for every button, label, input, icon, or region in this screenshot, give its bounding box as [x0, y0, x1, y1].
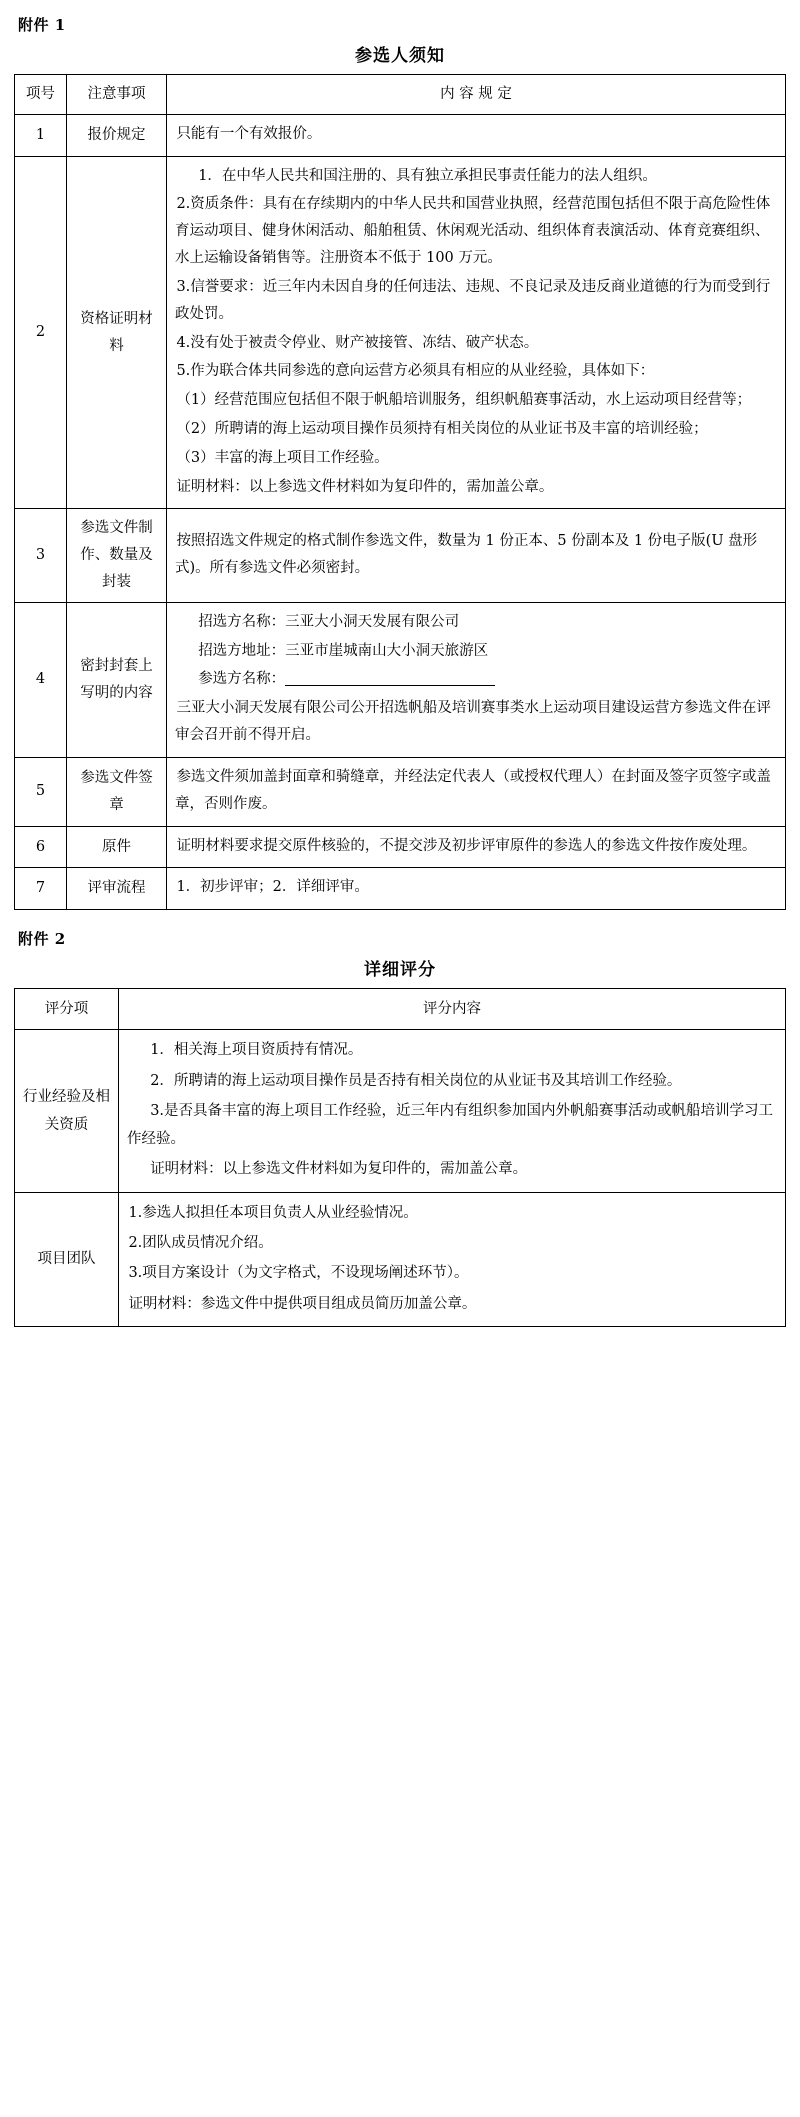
content-line: 1.参选人拟担任本项目负责人从业经验情况。: [128, 1204, 418, 1221]
header-content: 内 容 规 定: [167, 75, 786, 115]
attachment-2-label: 附件 2: [18, 930, 66, 949]
header-item: 注意事项: [67, 75, 167, 115]
content-line: 证明材料：以上参选文件材料如为复印件的，需加盖公章。: [150, 1161, 528, 1178]
row-num: 5: [15, 757, 67, 826]
row-content: [167, 509, 786, 602]
content-line-with-blank: [175, 666, 777, 693]
row-content: [167, 602, 786, 757]
content-line: 3.项目方案设计（为文字格式，不设现场阐述环节）。: [128, 1265, 469, 1282]
table-row: [15, 602, 786, 757]
content-line: （2）所聘请的海上运动项目操作员须持有相关岗位的从业证书及丰富的培训经验；: [176, 420, 708, 437]
content-line: 2.资质条件：具有在存续期内的中华人民共和国营业执照，经营范围包括但不限于高危险性体育运动项目、健身休闲活动、船舶租赁、休闲观光活动、组织体育表演活动、体育竞赛组织、水上运输设备销售等。注册资本不低于 100 万元。: [175, 196, 771, 267]
content-line: 5.作为联合体共同参选的意向运营方必须具有相应的从业经验，具体如下：: [176, 363, 655, 380]
row-content: [167, 826, 786, 868]
row-content: [119, 1192, 786, 1326]
row-content: [167, 757, 786, 826]
participant-name-label: 参选方名称：: [198, 671, 286, 688]
row-content: [167, 114, 786, 156]
participant-name-blank[interactable]: [285, 685, 495, 686]
content-line: 2.团队成员情况介绍。: [128, 1234, 273, 1251]
table-row: [15, 757, 786, 826]
table-row: [15, 156, 786, 509]
detailed-scoring-table: [14, 988, 786, 1327]
header-score-content: 评分内容: [119, 989, 786, 1030]
content-line: 证明材料：以上参选文件材料如为复印件的，需加盖公章。: [176, 478, 554, 495]
row-item: 项目团队: [15, 1192, 119, 1326]
content-line: 证明材料：参选文件中提供项目组成员简历加盖公章。: [128, 1295, 477, 1312]
header-num: 项号: [15, 75, 67, 115]
participant-instructions-body: [15, 75, 786, 910]
content-line: （3）丰富的海上项目工作经验。: [176, 449, 389, 466]
table-row: [15, 868, 786, 910]
row-item: 密封封套上写明的内容: [67, 602, 167, 757]
content-line: 三亚大小洞天发展有限公司公开招选帆船及培训赛事类水上运动项目建设运营方参选文件在评审会召开前不得开启。: [175, 700, 771, 744]
row-num: 7: [15, 868, 67, 910]
row-item: [67, 156, 167, 509]
content-line: 按照招选文件规定的格式制作参选文件，数量为 1 份正本、5 份副本及 1 份电子版(U 盘形式)。所有参选文件必须密封。: [175, 532, 758, 576]
row-num: 4: [15, 602, 67, 757]
row-num: 3: [15, 509, 67, 602]
row-item: 参选文件制作、数量及封装: [67, 509, 167, 602]
content-line: 证明材料要求提交原件核验的，不提交涉及初步评审原件的参选人的参选文件按作废处理。: [176, 837, 757, 854]
content-line: （1）经营范围应包括但不限于帆船培训服务，组织帆船赛事活动，水上运动项目经营等；: [176, 392, 752, 409]
content-line: 招选方名称：三亚大小洞天发展有限公司: [198, 613, 460, 630]
detailed-scoring-body: [15, 989, 786, 1327]
row-content: [167, 868, 786, 910]
row-num: 2: [15, 156, 67, 509]
header-score-item: 评分项: [15, 989, 119, 1030]
row-item: 参选文件签章: [67, 757, 167, 826]
row-item-label: 资格证明材料: [80, 310, 153, 354]
row-item: 评审流程: [67, 868, 167, 910]
content-line: 1．在中华人民共和国注册的、具有独立承担民事责任能力的法人组织。: [198, 167, 657, 184]
table-row: [15, 826, 786, 868]
content-line: 2．所聘请的海上运动项目操作员是否持有相关岗位的从业证书及其培训工作经验。: [150, 1072, 682, 1089]
table-row: [15, 1030, 786, 1192]
table-row: [15, 1192, 786, 1326]
content-line: 4.没有处于被责令停业、财产被接管、冻结、破产状态。: [176, 334, 539, 351]
attachment-2-title: 详细评分: [364, 960, 436, 981]
row-num: 6: [15, 826, 67, 868]
table-header-row: [15, 989, 786, 1030]
attachment-1-label: 附件 1: [18, 16, 66, 34]
row-content: [167, 156, 786, 509]
row-num: 1: [15, 114, 67, 156]
row-content: [119, 1030, 786, 1192]
row-item: 原件: [67, 826, 167, 868]
row-item: 行业经验及相关资质: [15, 1030, 119, 1192]
row-item: 报价规定: [67, 114, 167, 156]
content-line: 参选文件须加盖封面章和骑缝章，并经法定代表人（或授权代理人）在封面及签字页签字或盖章，否则作废。: [175, 768, 771, 812]
content-line: 招选方地址：三亚市崖城南山大小洞天旅游区: [198, 642, 489, 659]
attachment-1-title: 参选人须知: [355, 46, 445, 66]
content-line: 1．相关海上项目资质持有情况。: [150, 1042, 363, 1059]
table-header-row: [15, 75, 786, 115]
participant-instructions-table: [14, 74, 786, 910]
content-line: 3.是否具备丰富的海上项目工作经验，近三年内有组织参加国内外帆船赛事活动或帆船培训学习工作经验。: [127, 1102, 774, 1148]
content-line: 3.信誉要求：近三年内未因自身的任何违法、违规、不良记录及违反商业道德的行为而受到行政处罚。: [175, 278, 771, 322]
content-line: 1．初步评审；2．详细评审。: [176, 879, 369, 896]
content-line: 只能有一个有效报价。: [176, 125, 322, 142]
section-spacer: [14, 910, 786, 924]
table-row: [15, 509, 786, 602]
table-row: [15, 114, 786, 156]
